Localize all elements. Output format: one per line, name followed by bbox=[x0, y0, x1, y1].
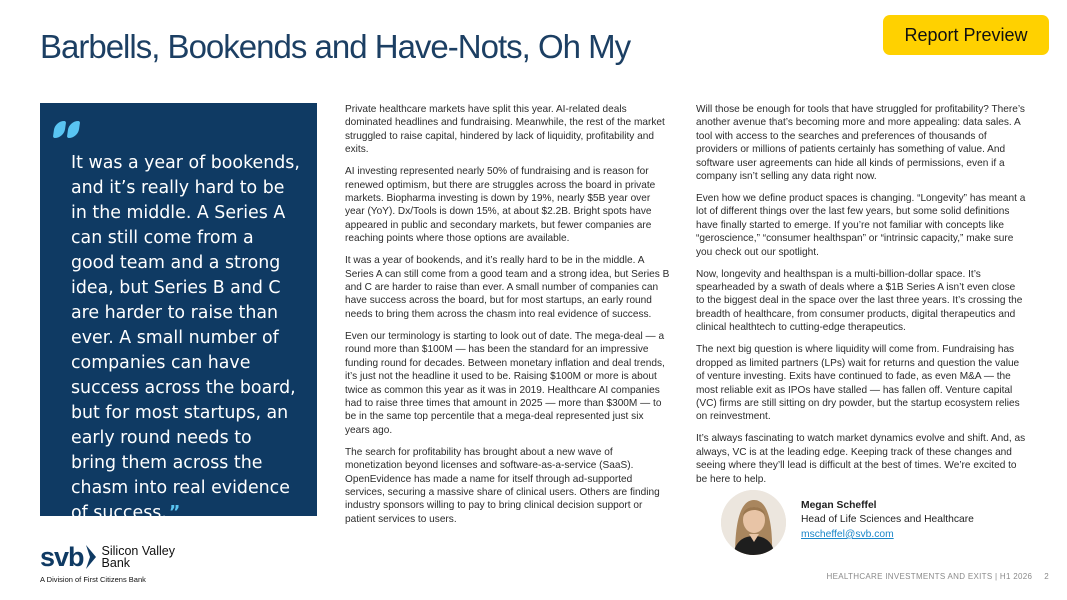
author-name: Megan Scheffel bbox=[801, 500, 877, 511]
paragraph: Now, longevity and healthspan is a multi-billion-dollar space. It’s spearheaded by a swath of deals where a $1B Series A isn’t even close to the biggest deal in the space over the last three years. It’s crossing the breadth of healthcare, from consumer products, digital therapeutics and clinical healthtech to cutting-edge therapeutics. bbox=[696, 268, 1023, 334]
paragraph: Even how we define product spaces is changing. “Longevity” has meant a lot of different things over the last few years, but some solid definitions have finally started to emerge. If you’re not familiar with concepts like “geroscience,” “consumer healthspan” or “intrinsic capacity,” make sure you check out our spotlight. bbox=[696, 193, 1026, 258]
person-portrait-icon bbox=[721, 490, 786, 555]
author-email-link[interactable]: mscheffel@svb.com bbox=[801, 528, 894, 540]
author-role: Head of Life Sciences and Healthcare bbox=[801, 514, 974, 526]
paragraph: It was a year of bookends, and it’s really hard to be in the middle. A Series A can still come from a good team and a strong idea, but Series B and C are harder to raise than ever. A small number of companies can have success across the board, but for most startups, an early round needs to bring them across the chasm into real evidence of success. bbox=[345, 255, 670, 320]
author-info bbox=[801, 499, 974, 542]
logo-name-line1: Silicon Valley bbox=[101, 544, 175, 558]
logo-mark: svb bbox=[40, 542, 84, 572]
body-column-2 bbox=[696, 103, 1026, 495]
chevron-right-icon bbox=[85, 544, 97, 570]
open-quote-icon bbox=[54, 121, 301, 141]
pull-quote bbox=[40, 103, 317, 523]
paragraph: It’s always fascinating to watch market dynamics evolve and shift. And, as always, VC is at the leading edge. Keeping track of these changes and seeing where they’ll lead is difficult at the best of times. We’re excited to be here to help. bbox=[696, 433, 1026, 485]
paragraph: Private healthcare markets have split this year. AI-related deals dominated headlines and fundraising. Meanwhile, the rest of the market struggled to raise capital, hindered by lack of liquidity, profitability and exits. bbox=[345, 104, 665, 156]
logo-name-line2: Bank bbox=[101, 556, 131, 570]
paragraph: The search for profitability has brought about a new wave of monetization beyond licenses and software-as-a-service (SaaS). OpenEvidence has made a name for itself through ad-supported services, securing a massive share of clinical users. Others are finding industry sponsors willing to pay to bring clinical decision support or patient services to users. bbox=[345, 446, 660, 525]
author-avatar bbox=[721, 490, 786, 555]
logo-tagline: A Division of First Citizens Bank bbox=[40, 575, 146, 584]
footer-report-title: HEALTHCARE INVESTMENTS AND EXITS | H1 2026 bbox=[826, 572, 1033, 581]
page-number: 2 bbox=[1044, 572, 1049, 581]
page-footer bbox=[827, 572, 1049, 581]
body-column-1 bbox=[345, 103, 670, 535]
paragraph: The next big question is where liquidity will come from. Fundraising has dropped as limited partners (LPs) wait for returns and question the value of venture investing. Exits have continued to fade, as even M&A — the most reliable exit as IPOs have stalled — has fallen off. Venture capital (VC) firms are still sitting on dry powder, but the startup ecosystem relies on reinvestment. bbox=[696, 344, 1020, 423]
svb-logo bbox=[40, 544, 175, 584]
paragraph: Will those be enough for tools that have struggled for profitability? There’s another avenue that’s becoming more and more appealing: data sales. A tool with access to the searches and preferences of thousands of providers or millions of patients certainly has something of value. And software user agreements can hide all kinds of permissions, even if a company isn’t selling any data right now. bbox=[696, 104, 1025, 183]
paragraph: Even our terminology is starting to look out of date. The mega-deal — a round more than $100M — has been the standard for an impressive funding round for decades. Between monetary inflation and deal trends, it’s just not the headline it used to be. Raising $100M or more is about twice as common this year as it was in 2019. Healthcare AI companies had to raise three times that amount in 2025 — more than $300M — to be in the same top percentile that a mega-deal represented just six years ago. bbox=[345, 330, 665, 436]
page-title: Barbells, Bookends and Have-Nots, Oh My bbox=[40, 28, 631, 65]
close-quote-icon: ” bbox=[168, 503, 181, 523]
paragraph: AI investing represented nearly 50% of fundraising and is reason for renewed optimism, but there are struggles across the board in private markets. Biopharma investing is down by 19%, nearly $5B year over year (YoY). Dx/Tools is down 15%, at about $2.2B. Bright spots have appeared in public and secondary markets, but fewer companies are reaching points where those options are available. bbox=[345, 166, 656, 245]
pull-quote-body: It was a year of bookends, and it’s really hard to be in the middle. A Series A can still come from a good team and a strong idea, but Series B and C are harder to raise than ever. A small number of companies can have success across the board, but for most startups, an early round needs to bring them across the chasm into real evidence of success. bbox=[71, 153, 300, 523]
report-preview-button[interactable]: Report Preview bbox=[883, 15, 1049, 55]
pull-quote-text bbox=[71, 151, 301, 526]
